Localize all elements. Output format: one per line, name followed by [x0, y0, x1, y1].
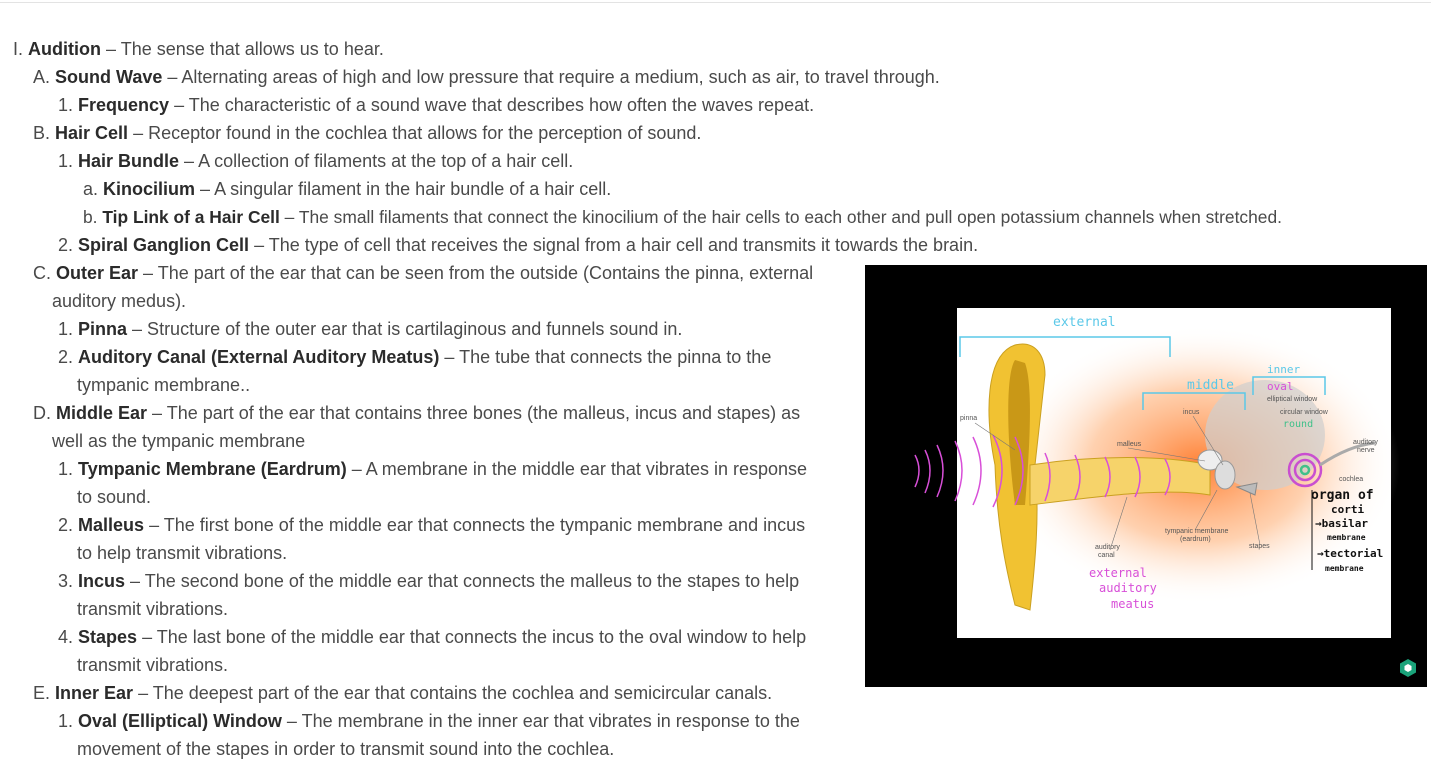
outline-item: 4. Stapes – The last bone of the middle ear that connects the incus to the oval window to help	[58, 627, 807, 647]
top-divider	[0, 2, 1431, 3]
label-auditory-canal-1: auditory	[1095, 544, 1120, 551]
label-tympanic-2: (eardrum)	[1180, 536, 1211, 543]
outline-item: 1. Oval (Elliptical) Window – The membrane in the inner ear that vibrates in response to the	[58, 711, 800, 731]
label-organ-of-corti-1: organ of	[1311, 488, 1374, 503]
label-ext-meatus-1: external	[1089, 566, 1147, 580]
label-inner: inner	[1267, 363, 1301, 376]
hexagon-logo-icon	[1400, 659, 1416, 677]
label-ext-meatus-2: auditory	[1099, 581, 1157, 595]
label-external: external	[1053, 315, 1116, 330]
outline-item-continuation: auditory medus).	[52, 291, 187, 311]
outline-item: C. Outer Ear – The part of the ear that can be seen from the outside (Contains the pinna, external	[33, 263, 814, 283]
outline-item: a. Kinocilium – A singular filament in the hair bundle of a hair cell.	[83, 179, 612, 199]
incus-shape	[1215, 461, 1235, 489]
label-malleus: malleus	[1117, 441, 1142, 448]
label-circular-window: circular window	[1280, 409, 1328, 416]
label-cochlea: cochlea	[1339, 476, 1364, 483]
outline-item: 2. Malleus – The first bone of the middle ear that connects the tympanic membrane and incus	[58, 515, 806, 535]
outline-item: 2. Spiral Ganglion Cell – The type of cell that receives the signal from a hair cell and transmits it towards the brain.	[58, 235, 979, 255]
outline-item-continuation: transmit vibrations.	[77, 599, 229, 619]
outline-item: A. Sound Wave – Alternating areas of high and low pressure that require a medium, such as air, to travel through.	[33, 67, 940, 87]
label-tympanic-1: tympanic membrane	[1165, 528, 1229, 535]
label-auditory-nerve-1: auditory	[1353, 439, 1378, 446]
label-pinna: pinna	[960, 415, 978, 422]
label-elliptical-window: elliptical window	[1267, 396, 1318, 403]
outline-item-continuation: tympanic membrane..	[77, 375, 251, 395]
label-auditory-canal-2: canal	[1098, 552, 1115, 559]
ear-diagram	[865, 265, 1427, 687]
outline-item: b. Tip Link of a Hair Cell – The small filaments that connect the kinocilium of the hair cells to each other and pull open potassium channels when stretched.	[83, 207, 1282, 227]
label-incus: incus	[1183, 409, 1200, 416]
outline-item: 1. Tympanic Membrane (Eardrum) – A membrane in the middle ear that vibrates in response	[58, 459, 808, 479]
label-basilar-1: →basilar	[1315, 517, 1368, 530]
outline-item: 1. Frequency – The characteristic of a sound wave that describes how often the waves repeat.	[58, 95, 815, 115]
label-tectorial-2: membrane	[1325, 564, 1364, 573]
outline-item: E. Inner Ear – The deepest part of the ear that contains the cochlea and semicircular canals.	[33, 683, 773, 703]
label-organ-of-corti-2: corti	[1331, 503, 1365, 516]
label-stapes: stapes	[1249, 543, 1270, 550]
outline-item-continuation: to sound.	[77, 487, 152, 507]
outline-item: 1. Pinna – Structure of the outer ear that is cartilaginous and funnels sound in.	[58, 319, 683, 339]
outline-item-continuation: well as the tympanic membrane	[52, 431, 306, 451]
outline-item: I. Audition – The sense that allows us to hear.	[13, 39, 384, 59]
label-middle: middle	[1187, 378, 1234, 393]
outline-item-continuation: transmit vibrations.	[77, 655, 229, 675]
label-oval: oval	[1267, 380, 1294, 393]
label-basilar-2: membrane	[1327, 533, 1366, 542]
label-ext-meatus-3: meatus	[1111, 597, 1155, 611]
ear-diagram-figure	[865, 265, 1427, 687]
outline-item: 1. Hair Bundle – A collection of filaments at the top of a hair cell.	[58, 151, 574, 171]
label-tectorial-1: →tectorial	[1317, 547, 1384, 560]
label-round: round	[1283, 419, 1314, 430]
label-auditory-nerve-2: nerve	[1357, 447, 1375, 454]
outline-item-continuation: to help transmit vibrations.	[77, 543, 288, 563]
outline-item: B. Hair Cell – Receptor found in the cochlea that allows for the perception of sound.	[33, 123, 702, 143]
outline-item-continuation: movement of the stapes in order to transmit sound into the cochlea.	[77, 739, 615, 759]
outline-item: D. Middle Ear – The part of the ear that contains three bones (the malleus, incus and stapes) as	[33, 403, 801, 423]
outline-item: 2. Auditory Canal (External Auditory Meatus) – The tube that connects the pinna to the	[58, 347, 772, 367]
outline-item: 3. Incus – The second bone of the middle ear that connects the malleus to the stapes to help	[58, 571, 800, 591]
